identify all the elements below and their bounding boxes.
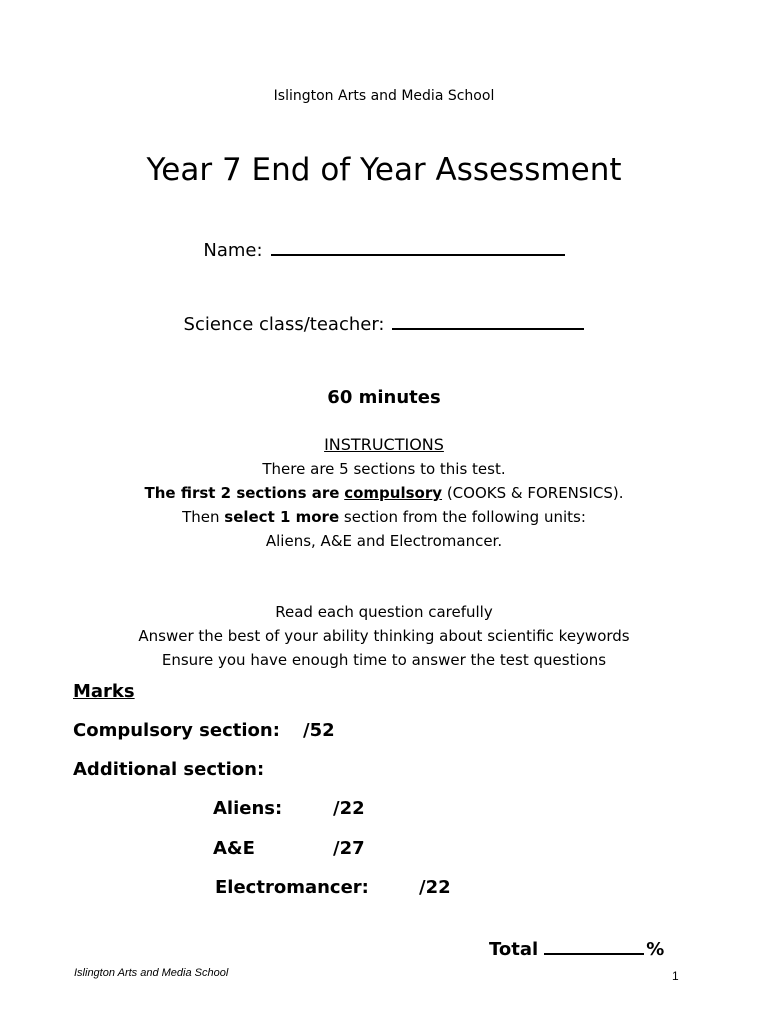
- aliens-value: /22: [333, 798, 365, 819]
- ae-value: /27: [333, 838, 365, 859]
- instruction-line-4: Aliens, A&E and Electromancer.: [265, 532, 503, 550]
- duration: 60 minutes: [327, 387, 441, 408]
- instruction-line-2: [0, 484, 768, 502]
- compulsory-label: Compulsory section:: [73, 720, 280, 741]
- marks-heading: Marks: [73, 681, 135, 702]
- additional-label: Additional section:: [73, 759, 265, 780]
- instruction-line-3: [0, 508, 768, 526]
- electromancer-label: Electromancer:: [215, 877, 369, 898]
- page-title: Year 7 End of Year Assessment: [146, 152, 622, 188]
- class-field[interactable]: [392, 314, 584, 330]
- name-label: Name:: [203, 240, 263, 261]
- class-label: Science class/teacher:: [183, 314, 385, 335]
- instruction-line-5: Read each question carefully: [275, 603, 493, 621]
- instruction-line-1: There are 5 sections to this test.: [262, 460, 506, 478]
- ae-label: A&E: [213, 838, 255, 859]
- instruction-line-7: Ensure you have enough time to answer the test questions: [161, 651, 607, 669]
- footer-school: Islington Arts and Media School: [74, 967, 229, 979]
- total-label: Total: [489, 939, 539, 960]
- name-field[interactable]: [271, 240, 565, 256]
- instruction-line-3-rest: section from the following units:: [343, 508, 586, 526]
- name-field-row: [0, 240, 768, 261]
- total-percent: %: [646, 939, 665, 960]
- electromancer-value: /22: [419, 877, 451, 898]
- class-field-row: [0, 314, 768, 335]
- instruction-line-3-bold: select 1 more: [224, 508, 340, 526]
- total-field[interactable]: [544, 939, 644, 955]
- compulsory-value: /52: [303, 720, 335, 741]
- instruction-line-2-rest: (COOKS & FORENSICS).: [446, 484, 624, 502]
- instruction-line-2-bold: The first 2 sections are: [144, 484, 340, 502]
- aliens-label: Aliens:: [213, 798, 283, 819]
- compulsory-emphasis: compulsory: [344, 484, 443, 502]
- instructions-heading: INSTRUCTIONS: [324, 435, 444, 454]
- instruction-line-6: Answer the best of your ability thinking about scientific keywords: [138, 627, 630, 645]
- school-header: Islington Arts and Media School: [273, 88, 495, 104]
- total-row: [489, 939, 664, 960]
- page-number: 1: [672, 969, 679, 983]
- instruction-line-3-start: Then: [182, 508, 220, 526]
